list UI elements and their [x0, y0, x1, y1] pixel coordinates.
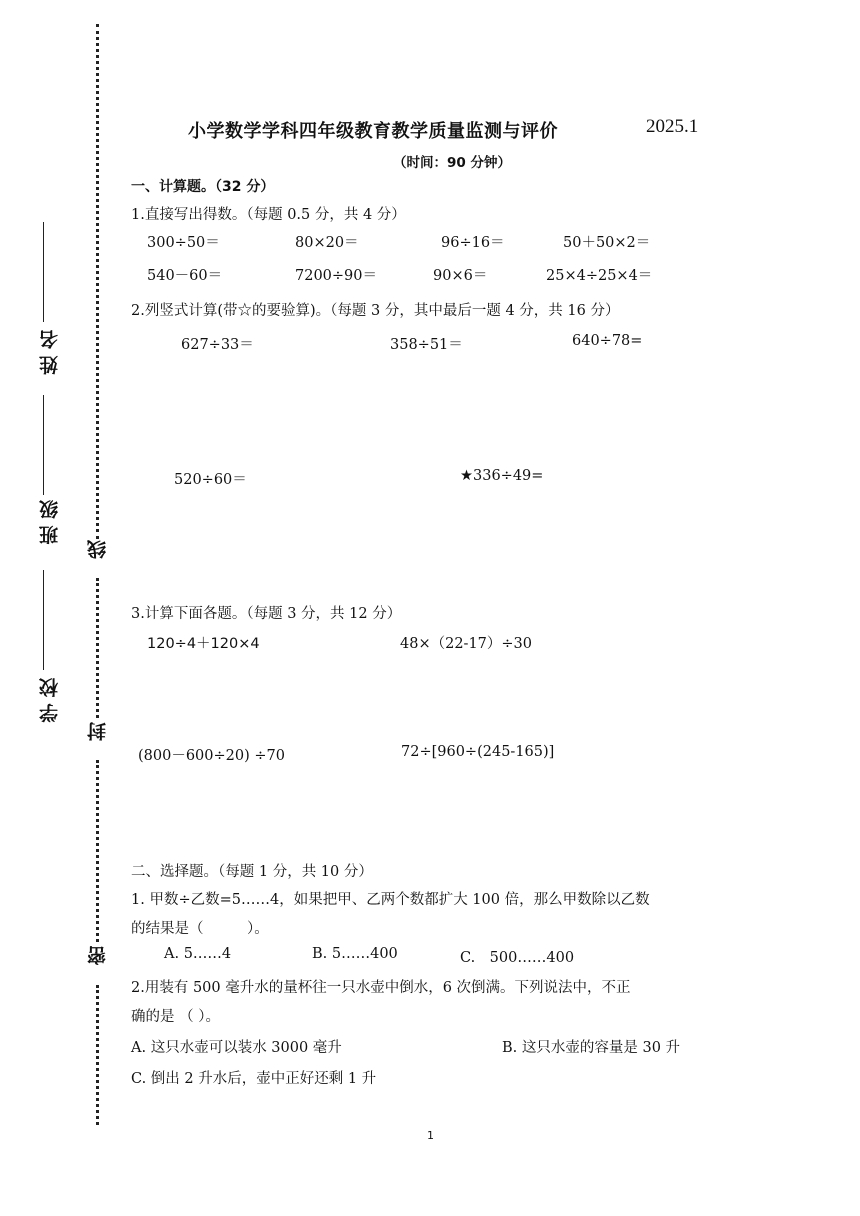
choice1-line1: 1. 甲数÷乙数=5……4，如果把甲、乙两个数都扩大 100 倍，那么甲数除以乙数 [131, 892, 650, 908]
choice1-option-b: B. 5……400 [312, 946, 398, 962]
binding-xian-label: 线 [87, 540, 109, 559]
section1-heading: 一、计算题。（32 分） [131, 179, 275, 195]
name-label: 姓 名 [39, 330, 61, 375]
class-label: 班 级 [39, 500, 61, 545]
choice2-option-c: C. 倒出 2 升水后，壶中正好还剩 1 升 [131, 1071, 377, 1087]
section2-heading: 二、选择题。（每题 1 分，共 10 分） [131, 864, 373, 880]
q3-item: 72÷[960÷(245-165)] [401, 744, 555, 760]
q2-title: 2.列竖式计算(带☆的要验算)。（每题 3 分，其中最后一题 4 分，共 16 分） [131, 303, 620, 319]
q1-item: 90×6＝ [433, 268, 488, 284]
q1-item: 96÷16＝ [441, 235, 505, 251]
school-write-line [43, 570, 44, 670]
dotted-binding-line-bottom [96, 985, 99, 1125]
q2-item: 627÷33＝ [181, 337, 254, 353]
exam-time: （时间：90 分钟） [393, 155, 511, 171]
q1-item: 540－60＝ [147, 268, 223, 284]
exam-title: 小学数学学科四年级教育教学质量监测与评价 [188, 121, 558, 142]
choice2-option-a: A. 这只水壶可以装水 3000 毫升 [131, 1040, 342, 1056]
q1-item: 7200÷90＝ [295, 268, 378, 284]
dotted-binding-line-middle [96, 578, 99, 718]
q3-item: (800－600÷20) ÷70 [138, 748, 285, 764]
exam-date: 2025.1 [646, 116, 699, 137]
q1-item: 80×20＝ [295, 235, 359, 251]
dotted-binding-line-top [96, 24, 99, 539]
q3-item: 120÷4＋120×4 [147, 636, 260, 652]
q2-item: ★336÷49= [460, 468, 544, 484]
q2-item: 640÷78= [572, 333, 643, 349]
choice1-option-c: C. 500……400 [460, 950, 575, 966]
class-write-line [43, 395, 44, 495]
choice2-option-b: B. 这只水壶的容量是 30 升 [502, 1040, 681, 1056]
binding-mi-label: 密 [87, 946, 109, 965]
q2-item: 358÷51＝ [390, 337, 463, 353]
binding-feng-label: 封 [87, 722, 109, 741]
q1-item: 300÷50＝ [147, 235, 220, 251]
page-number: 1 [427, 1129, 434, 1142]
q1-title: 1.直接写出得数。（每题 0.5 分，共 4 分） [131, 207, 406, 223]
choice2-line2: 确的是 （ ）。 [131, 1009, 220, 1025]
q3-title: 3.计算下面各题。（每题 3 分，共 12 分） [131, 606, 402, 622]
choice2-line1: 2.用装有 500 毫升水的量杯往一只水壶中倒水，6 次倒满。下列说法中，不正 [131, 980, 631, 996]
q1-item: 50＋50×2＝ [563, 235, 651, 251]
choice1-line2: 的结果是（ ）。 [131, 921, 269, 937]
q2-item: 520÷60＝ [174, 472, 247, 488]
school-label: 学 校 [39, 678, 61, 723]
name-write-line [43, 222, 44, 322]
q3-item: 48×（22-17）÷30 [400, 636, 533, 652]
dotted-binding-line-lower [96, 760, 99, 942]
q1-item: 25×4÷25×4＝ [546, 268, 653, 284]
choice1-option-a: A. 5……4 [164, 946, 232, 962]
